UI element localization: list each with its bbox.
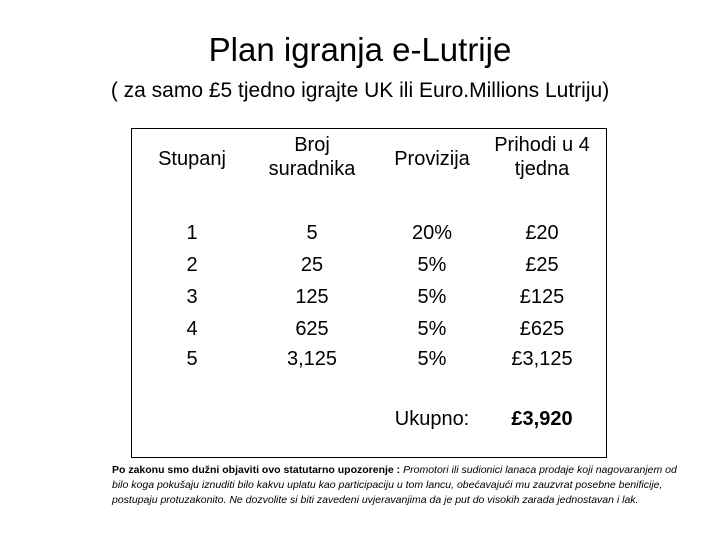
header-commission: Provizija	[394, 148, 470, 170]
cell-level: 5	[186, 348, 198, 370]
disclaimer-body: Promotori ili sudionici lanaca prodaje koji nagovaranjem od bilo koga pokušaju iznuditi bilo kakvu uplatu kao participaciju u tom lancu, obećavajući mu zauzvrat posebne benificije, postupaju protuzakonito. Ne dozvolite si biti zavedeni uvjeravanjima da je put do visokih zarada jednostavan i lak.	[112, 464, 677, 506]
cell-income: £25	[525, 254, 559, 276]
cell-partners: 3,125	[286, 348, 338, 370]
header-partners	[252, 133, 372, 181]
cell-commission: 20%	[411, 222, 453, 244]
header-level: Stupanj	[158, 148, 226, 170]
cell-partners: 25	[300, 254, 324, 276]
cell-commission: 5%	[417, 348, 447, 370]
cell-partners: 125	[295, 286, 329, 308]
page-subtitle: ( za samo £5 tjedno igrajte UK ili Euro.Millions Lutriju)	[110, 79, 610, 102]
disclaimer-lead: Po zakonu smo dužni objaviti ovo statutarno upozorenje :	[112, 464, 401, 476]
cell-commission: 5%	[417, 318, 447, 340]
header-partners-line1: Broj	[294, 134, 330, 156]
header-income-line1: Prihodi u 4	[494, 134, 590, 156]
cell-partners: 625	[295, 318, 329, 340]
income-table	[131, 128, 607, 458]
cell-partners: 5	[306, 222, 318, 244]
cell-commission: 5%	[417, 286, 447, 308]
page-title: Plan igranja e-Lutrije	[208, 31, 512, 68]
cell-income: £3,125	[511, 348, 573, 370]
cell-level: 3	[186, 286, 198, 308]
cell-income: £125	[519, 286, 565, 308]
cell-income: £20	[525, 222, 559, 244]
total-label: Ukupno:	[394, 408, 470, 430]
total-value: £3,920	[511, 408, 573, 430]
cell-income: £625	[519, 318, 565, 340]
header-partners-line2: suradnika	[268, 158, 356, 180]
cell-commission: 5%	[417, 254, 447, 276]
legal-disclaimer	[112, 463, 677, 508]
cell-level: 2	[186, 254, 198, 276]
cell-level: 4	[186, 318, 198, 340]
header-income	[477, 133, 607, 181]
cell-level: 1	[186, 222, 198, 244]
header-income-line2: tjedna	[514, 158, 570, 180]
